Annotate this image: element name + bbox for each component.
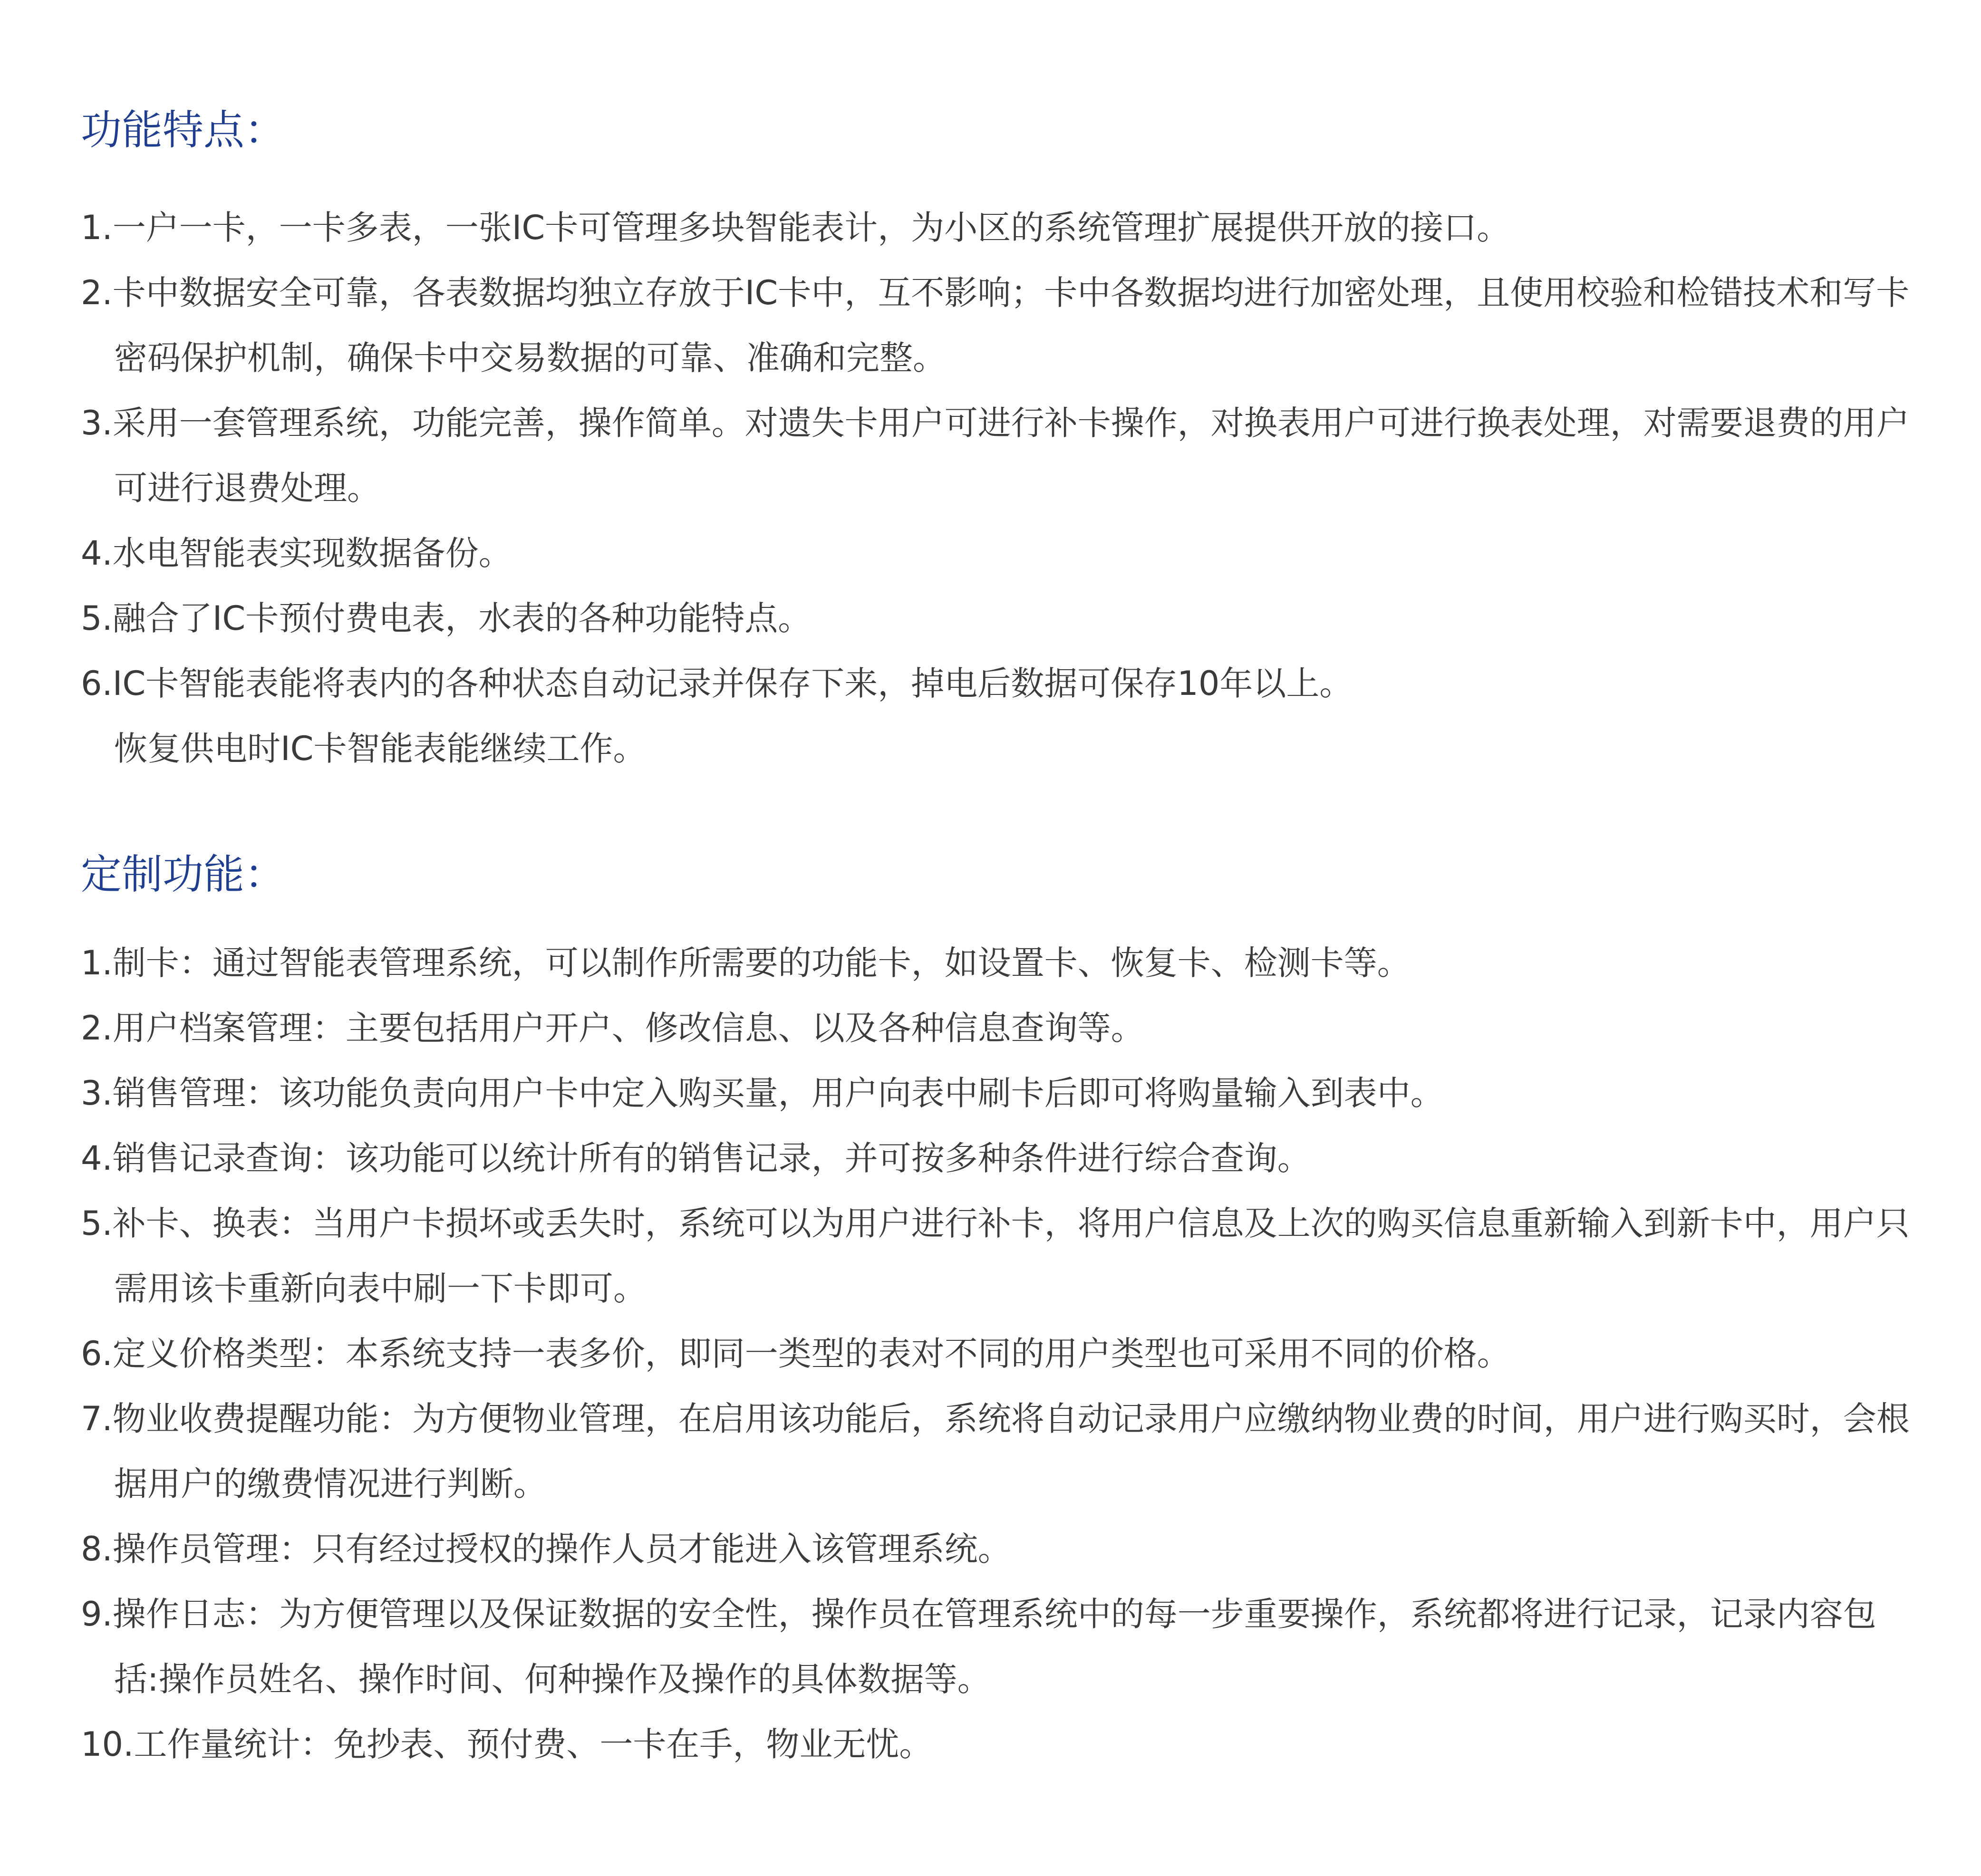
custom-item-8: 8.操作员管理：只有经过授权的操作人员才能进入该管理系统。 [81, 1530, 1011, 1568]
custom-item-2: 2.用户档案管理：主要包括用户开户、修改信息、以及各种信息查询等。 [81, 1009, 1144, 1048]
feature-item-5: 5.融合了IC卡预付费电表，水表的各种功能特点。 [81, 599, 812, 638]
section-title-custom: 定制功能： [81, 851, 285, 898]
custom-item-3: 3.销售管理：该功能负责向用户卡中定入购买量，用户向表中刷卡后即可将购量输入到表中。 [81, 1074, 1444, 1113]
custom-item-10: 10.工作量统计：免抄表、预付费、一卡在手，物业无忧。 [81, 1725, 933, 1764]
custom-item-6: 6.定义价格类型：本系统支持一表多价，即同一类型的表对不同的用户类型也可采用不同的价格。 [81, 1334, 1510, 1373]
feature-item-6: 6.IC卡智能表能将表内的各种状态自动记录并保存下来，掉电后数据可保存10年以上。 [81, 664, 1353, 703]
feature-item-2: 2.卡中数据安全可靠，各表数据均独立存放于IC卡中，互不影响；卡中各数据均进行加密处理，且使用校验和检错技术和写卡密码保护机制，确保卡中交易数据的可靠、准确和完整。 [81, 273, 1910, 377]
custom-item-4: 4.销售记录查询：该功能可以统计所有的销售记录，并可按多种条件进行综合查询。 [81, 1139, 1311, 1178]
section-title-features: 功能特点： [81, 106, 285, 154]
feature-item-6-continued: 恢复供电时IC卡智能表能继续工作。 [114, 729, 647, 768]
custom-item-7: 7.物业收费提醒功能：为方便物业管理，在启用该功能后，系统将自动记录用户应缴纳物业费的时间，用户进行购买时，会根据用户的缴费情况进行判断。 [81, 1399, 1910, 1503]
custom-item-1: 1.制卡：通过智能表管理系统，可以制作所需要的功能卡，如设置卡、恢复卡、检测卡等。 [81, 943, 1411, 982]
feature-item-1: 1.一户一卡，一卡多表，一张IC卡可管理多块智能表计，为小区的系统管理扩展提供开放的接口。 [81, 208, 1510, 247]
feature-item-4: 4.水电智能表实现数据备份。 [81, 534, 512, 573]
custom-item-5: 5.补卡、换表：当用户卡损坏或丢失时，系统可以为用户进行补卡，将用户信息及上次的购买信息重新输入到新卡中，用户只需用该卡重新向表中刷一下卡即可。 [81, 1204, 1910, 1308]
feature-item-3: 3.采用一套管理系统，功能完善，操作简单。对遗失卡用户可进行补卡操作，对换表用户可进行换表处理，对需要退费的用户可进行退费处理。 [81, 404, 1910, 508]
custom-item-9: 9.操作日志：为方便管理以及保证数据的安全性，操作员在管理系统中的每一步重要操作，系统都将进行记录，记录内容包括:操作员姓名、操作时间、何种操作及操作的具体数据等。 [81, 1595, 1876, 1699]
